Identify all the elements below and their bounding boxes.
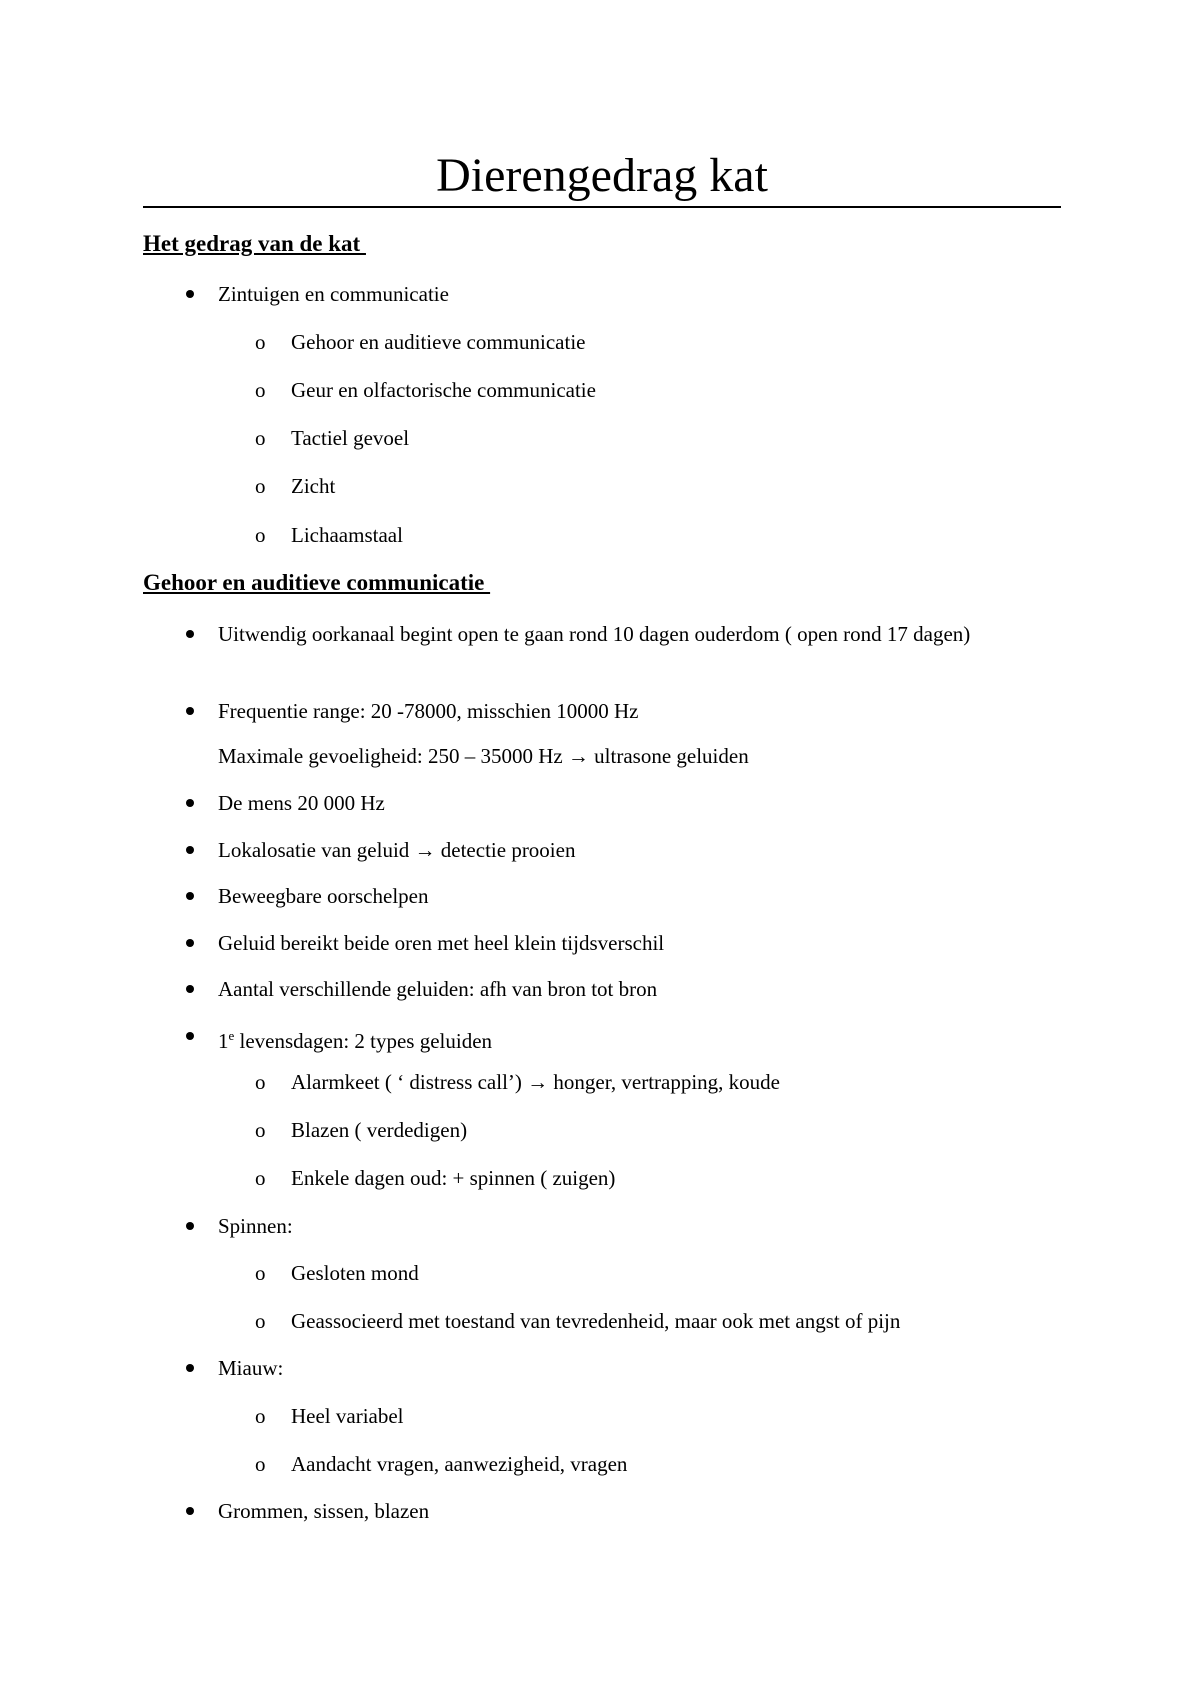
sub-list-item: Geassocieerd met toestand van tevredenheid, maar ook met angst of pijn (291, 1309, 901, 1333)
list-item: Spinnen: (218, 1214, 293, 1238)
sub-list-item: Blazen ( verdedigen) (291, 1118, 468, 1142)
sub-list-item: Zicht (291, 474, 336, 498)
bullet-icon (186, 892, 194, 900)
list-item: Zintuigen en communicatie (218, 282, 449, 306)
circle-bullet-icon: o (255, 1452, 266, 1476)
sub-list-item: Enkele dagen oud: + spinnen ( zuigen) (291, 1166, 616, 1190)
sub-list-item: Gehoor en auditieve communicatie (291, 330, 586, 354)
bullet-icon (186, 846, 194, 854)
circle-bullet-icon: o (255, 1118, 266, 1142)
sub-list-item: Geur en olfactorische communicatie (291, 378, 596, 402)
list-item: Uitwendig oorkanaal begint open te gaan rond 10 dagen ouderdom ( open rond 17 dagen) (218, 622, 971, 646)
bullet-icon (186, 1364, 194, 1372)
list-item (218, 1020, 492, 1057)
list-item-text: 1 (218, 1029, 229, 1053)
superscript: e (228, 1028, 235, 1043)
bullet-icon (186, 939, 194, 947)
sub-list-item: Alarmkeet ( ‘ distress call’) → honger, vertrapping, koude (291, 1070, 780, 1094)
sub-list-item: Tactiel gevoel (291, 426, 410, 450)
circle-bullet-icon: o (255, 1261, 266, 1285)
bullet-icon (186, 707, 194, 715)
bullet-icon (186, 1507, 194, 1515)
bullet-icon (186, 290, 194, 298)
section-heading-gedrag: Het gedrag van de kat (143, 231, 366, 256)
bullet-icon (186, 1032, 194, 1040)
bullet-icon (186, 799, 194, 807)
section-heading-gehoor: Gehoor en auditieve communicatie (143, 570, 491, 595)
list-item: Aantal verschillende geluiden: afh van bron tot bron (218, 977, 658, 1001)
circle-bullet-icon: o (255, 378, 266, 402)
list-item: Lokalosatie van geluid → detectie prooien (218, 838, 576, 862)
list-item: Geluid bereikt beide oren met heel klein tijdsverschil (218, 931, 665, 955)
circle-bullet-icon: o (255, 426, 266, 450)
circle-bullet-icon: o (255, 1070, 266, 1094)
list-item: Beweegbare oorschelpen (218, 884, 429, 908)
document-title: Dierengedrag kat (143, 150, 1061, 208)
circle-bullet-icon: o (255, 474, 266, 498)
circle-bullet-icon: o (255, 523, 266, 547)
circle-bullet-icon: o (255, 1166, 266, 1190)
list-item-text: levensdagen: 2 types geluiden (234, 1029, 493, 1053)
bullet-icon (186, 630, 194, 638)
sub-list-item: Gesloten mond (291, 1261, 419, 1285)
list-item-continuation: Maximale gevoeligheid: 250 – 35000 Hz → ultrasone geluiden (218, 744, 749, 768)
list-item: De mens 20 000 Hz (218, 791, 385, 815)
list-item: Frequentie range: 20 -78000, misschien 10000 Hz (218, 699, 639, 723)
sub-list-item: Lichaamstaal (291, 523, 403, 547)
sub-list-item: Aandacht vragen, aanwezigheid, vragen (291, 1452, 628, 1476)
bullet-icon (186, 985, 194, 993)
list-item: Grommen, sissen, blazen (218, 1499, 430, 1523)
circle-bullet-icon: o (255, 330, 266, 354)
bullet-icon (186, 1222, 194, 1230)
list-item: Miauw: (218, 1356, 284, 1380)
circle-bullet-icon: o (255, 1404, 266, 1428)
sub-list-item: Heel variabel (291, 1404, 404, 1428)
circle-bullet-icon: o (255, 1309, 266, 1333)
